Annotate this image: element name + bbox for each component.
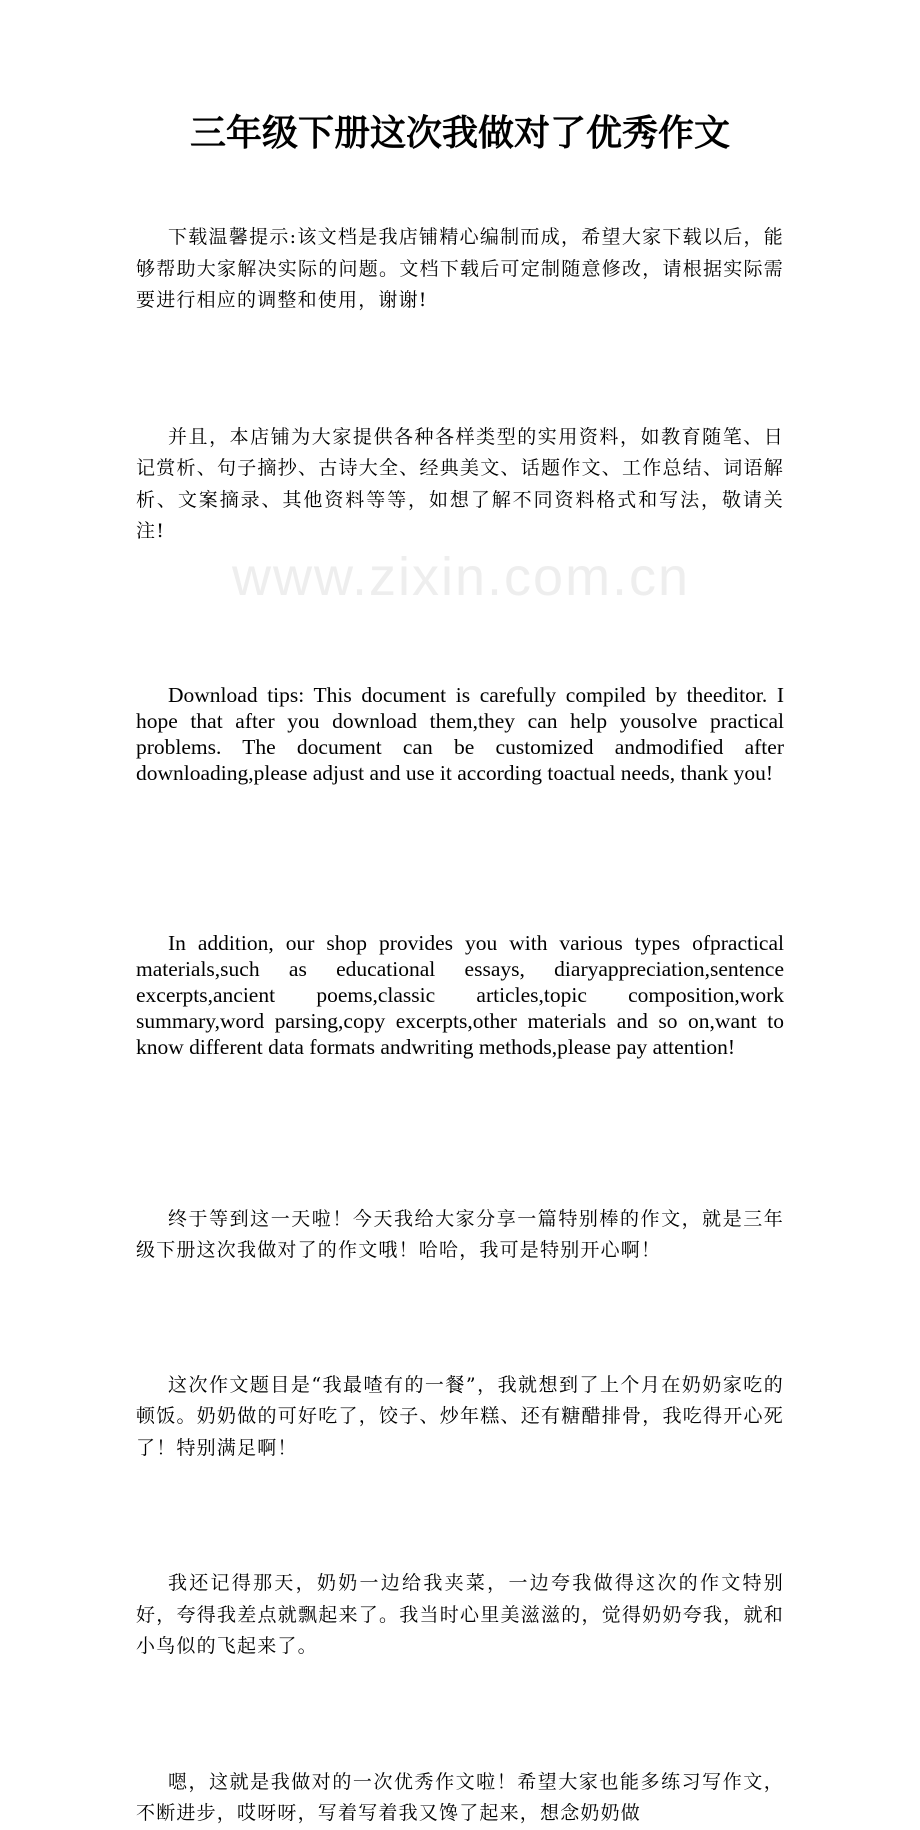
- paragraph-essay-4: 嗯，这就是我做对的一次优秀作文啦！希望大家也能多练习写作文，不断进步，哎呀呀，写着写着我又馋了起来，想念奶奶做: [136, 1770, 784, 1824]
- paragraph-shop-intro-en: In addition, our shop provides you with various types ofpractical materials,such as educational essays, diaryappreciation,sentence excerpts,ancient poems,classic articles,topic composition,work summary,word parsing,copy excerpts,other materials and so on,want to know different data formats andwriting methods,please pay attention!: [136, 930, 784, 1059]
- paragraph-shop-intro-cn: 并且，本店铺为大家提供各种各样类型的实用资料，如教育随笔、日记赏析、句子摘抄、古诗大全、经典美文、话题作文、工作总结、词语解析、文案摘录、其他资料等等，如想了解不同资料格式和写法，敬请关注!: [136, 425, 784, 542]
- paragraph-essay-3: 我还记得那天，奶奶一边给我夹菜，一边夸我做得这次的作文特别好，夸得我差点就飘起来了。我当时心里美滋滋的，觉得奶奶夸我，就和小鸟似的飞起来了。: [136, 1572, 784, 1657]
- paragraph-download-tip-en: Download tips: This document is carefully compiled by theeditor. I hope that after you download them,they can help yousolve practical problems. The document can be customized andmodified after downloading,please adjust and use it according toactual needs, thank you!: [136, 682, 784, 785]
- paragraph-download-tip-cn: 下载温馨提示:该文档是我店铺精心编制而成，希望大家下载以后，能够帮助大家解决实际的问题。文档下载后可定制随意修改，请根据实际需要进行相应的调整和使用，谢谢!: [136, 226, 784, 311]
- paragraph-essay-2: 这次作文题目是“我最喳有的一餐”，我就想到了上个月在奶奶家吃的顿饭。奶奶做的可好吃了，饺子、炒年糕、还有糖醋排骨，我吃得开心死了！特别满足啊！: [136, 1373, 784, 1459]
- watermark: www.zixin.com.cn: [232, 547, 691, 607]
- paragraph-essay-1: 终于等到这一天啦！今天我给大家分享一篇特别棒的作文，就是三年级下册这次我做对了的作文哦！哈哈，我可是特别开心啊！: [136, 1207, 784, 1261]
- document-title: 三年级下册这次我做对了优秀作文: [189, 113, 730, 154]
